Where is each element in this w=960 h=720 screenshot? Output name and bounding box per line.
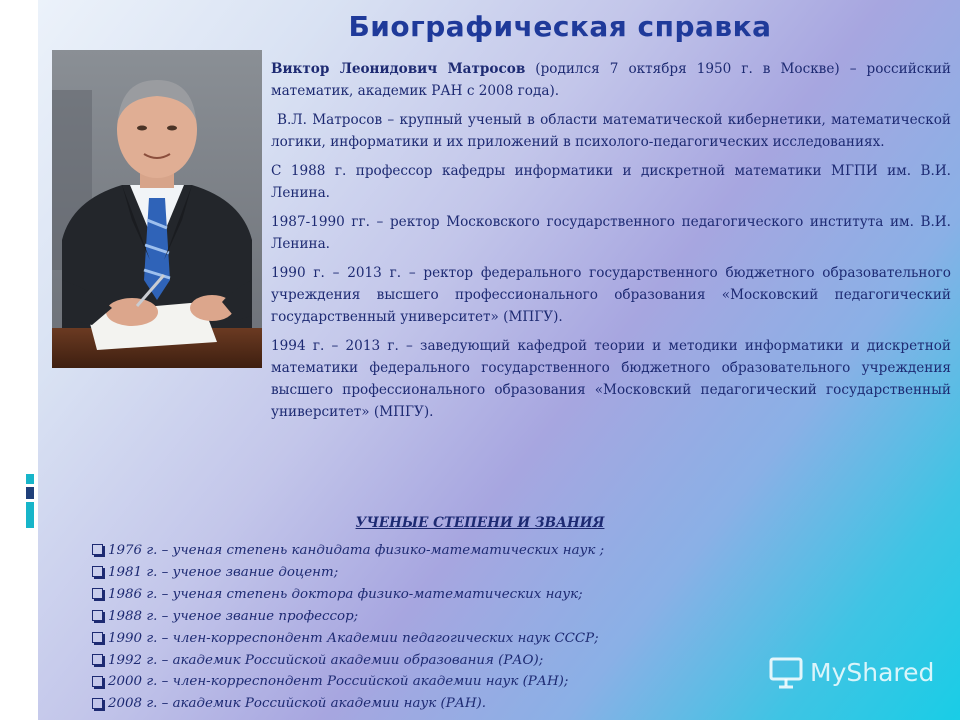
list-item <box>92 628 892 650</box>
bio-paragraph: В.Л. Матросов – крупный ученый в области математической кибернетики, математической логики, информатики и их приложений в психолого-педагогических исследованиях. <box>271 112 951 150</box>
presentation-board-icon <box>768 654 804 690</box>
hollow-square-bullet-icon <box>92 544 103 555</box>
degree-text: 1992 г. – академик Российской академии образования (РАО); <box>108 652 544 668</box>
person-name: Виктор Леонидович Матросов <box>271 61 526 77</box>
side-marker-navy <box>26 487 34 499</box>
hollow-square-bullet-icon <box>92 676 103 687</box>
left-margin-strip <box>0 0 38 720</box>
bio-paragraph: С 1988 г. профессор кафедры информатики и дискретной математики МГПИ им. В.И. Ленина. <box>271 163 951 201</box>
hollow-square-bullet-icon <box>92 588 103 599</box>
bio-paragraph: 1994 г. – 2013 г. – заведующий кафедрой теории и методики информатики и дискретной математики федерального государственного бюджетного образовательного учреждения высшего профессионального образования «Московский педагогический государственный университет» (МПГУ). <box>271 338 951 420</box>
watermark-text: MyShared <box>810 657 935 687</box>
bio-intro <box>271 58 951 102</box>
degrees-heading: УЧЕНЫЕ СТЕПЕНИ И ЗВАНИЯ <box>355 515 605 531</box>
degree-text: 2000 г. – член-корреспондент Российской академии наук (РАН); <box>108 674 569 690</box>
hollow-square-bullet-icon <box>92 698 103 709</box>
degree-text: 1986 г. – ученая степень доктора физико-математических наук; <box>108 586 583 602</box>
biography-text <box>271 58 951 430</box>
list-item <box>92 584 892 606</box>
degree-text: 1988 г. – ученое звание профессор; <box>108 608 359 624</box>
hollow-square-bullet-icon <box>92 610 103 621</box>
hollow-square-bullet-icon <box>92 632 103 643</box>
watermark <box>768 654 934 690</box>
list-item <box>92 562 892 584</box>
side-marker-teal <box>26 474 34 484</box>
degree-text: 2008 г. – академик Российской академии наук (РАН). <box>108 696 487 712</box>
bio-paragraph: 1987-1990 гг. – ректор Московского государственного педагогического института им. В.И. Ленина. <box>271 214 951 252</box>
degree-text: 1990 г. – член-корреспондент Академии педагогических наук СССР; <box>108 630 599 646</box>
degree-text: 1976 г. – ученая степень кандидата физико-математических наук ; <box>108 543 605 558</box>
degree-text: 1981 г. – ученое звание доцент; <box>108 564 339 580</box>
hollow-square-bullet-icon <box>92 566 103 577</box>
portrait-photo <box>52 50 262 368</box>
bio-paragraph: 1990 г. – 2013 г. – ректор федерального государственного бюджетного образовательного учреждения высшего профессионального образования «Московский педагогический государственный университет» (МПГУ). <box>271 265 951 325</box>
list-item <box>92 540 892 562</box>
list-item <box>92 693 892 715</box>
bio-intro-text: (родился 7 октября 1950 г. в Москве) – российский математик, академик РАН с 2008 года). <box>271 61 951 99</box>
hollow-square-bullet-icon <box>92 654 103 665</box>
list-item <box>92 606 892 628</box>
slide-title: Биографическая справка <box>348 10 772 43</box>
